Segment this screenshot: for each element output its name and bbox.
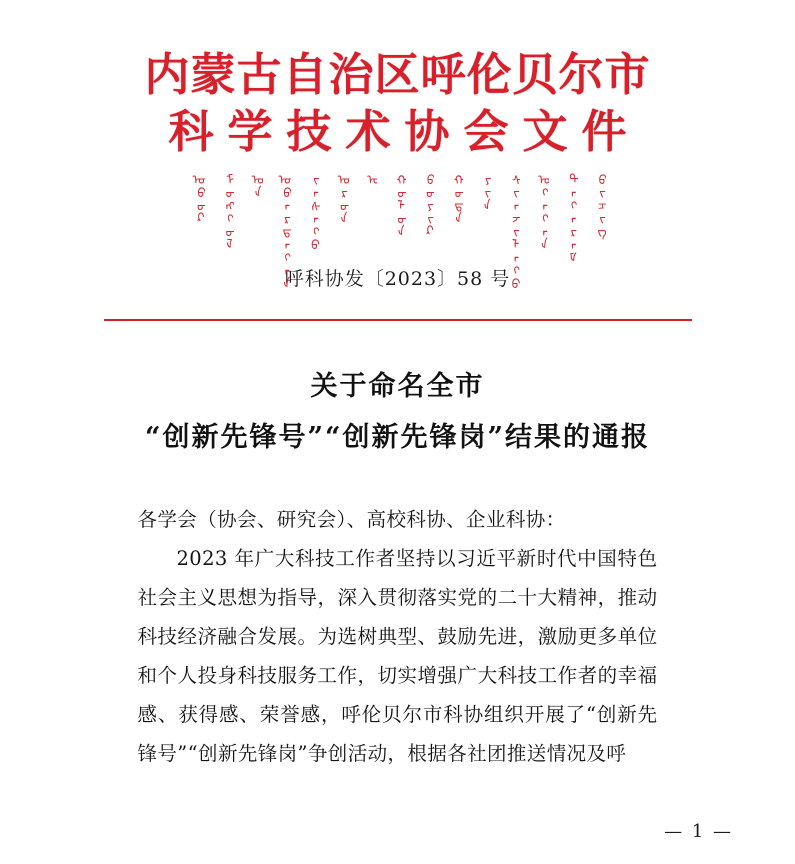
body-salutation: 各学会（协会、研究会）、高校科协、企业科协： [137, 507, 566, 531]
mongolian-column: ᠤᠨ [247, 172, 263, 199]
mongolian-column: ᠶᠢᠨ [476, 172, 492, 212]
mongolian-column: ᠦᠪᠦᠷ [189, 172, 205, 225]
mongolian-column: ᠤᠬᠠᠭᠠᠨ [533, 172, 549, 251]
red-divider-rule [104, 319, 692, 321]
letterhead-line-1: 内蒙古自治区呼伦贝尔市 [144, 48, 651, 101]
document-title [0, 361, 795, 464]
mongolian-column: ᠰᠢᠨᠵᠢᠯᠡᠬᠦ [504, 172, 520, 290]
mongolian-column: ᠮᠣᠩᠭᠣᠯ [218, 172, 234, 251]
title-line-1: 关于命名全市 [310, 371, 485, 403]
page-number: — 1 — [664, 821, 733, 842]
title-line-2: “创新先锋号”“创新先锋岗”结果的通报 [144, 422, 651, 454]
mongolian-column: ᠪᠣᠶᠢᠷ [418, 172, 434, 238]
mongolian-column: ᠪᠢᠴᠢᠭ [590, 172, 606, 238]
mongolian-column: ᠤ [361, 172, 377, 186]
mongolian-column: ᠬᠥᠯᠥᠨ [390, 172, 406, 238]
mongolian-column: ᠲᠡᠭᠡᠷᠡᠮ [562, 172, 578, 264]
mongolian-column: ᠬᠣᠲᠠ [447, 172, 463, 225]
letterhead-line-2: 科学技术协会文件 [168, 105, 641, 159]
body-paragraph-1: 2023 年广大科技工作者坚持以习近平新时代中国特色社会主义思想为指导，深入贯彻落实党的二十大精神，推动科技经济融合发展。为选树典型、鼓励先进，激励更多单位和个人投身科技服务工作，切实增强广大科技工作者的幸福感、获得感、荣誉感，呼伦贝尔市科协组织开展了“创新先锋号”“创新先锋岗”争创活动，根据各社团推送情况及呼 [137, 546, 658, 765]
mongolian-column: ᠣᠷᠣᠨ [333, 172, 349, 225]
mongolian-column: ᠵᠠᠰᠠᠬᠤ [304, 172, 320, 251]
document-body [138, 500, 658, 773]
mongolian-column: ᠥᠪᠡᠷᠲᠡᠭᠡᠨ [275, 172, 291, 290]
document-number: 呼科协发〔2023〕58 号 [284, 268, 511, 291]
